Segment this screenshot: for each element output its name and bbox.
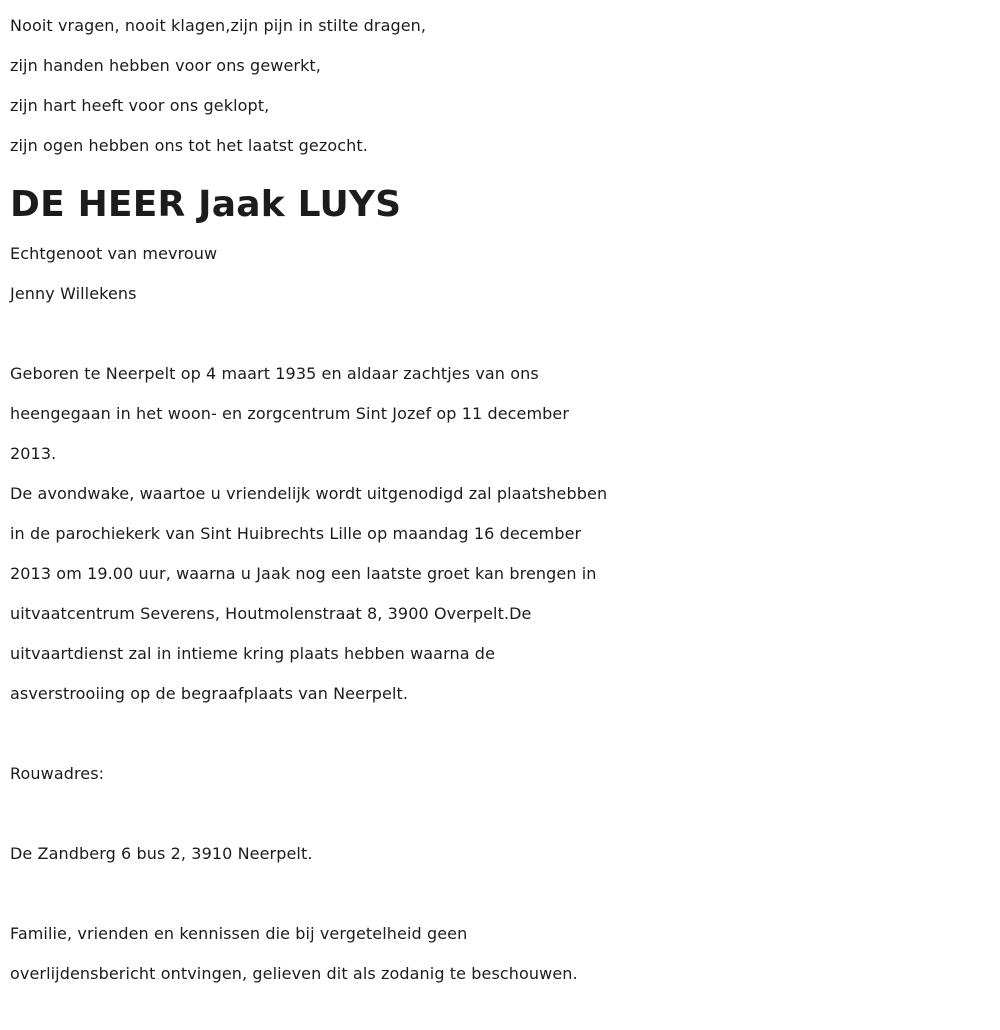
spouse-name: Jenny Willekens bbox=[10, 284, 137, 303]
body-line: 2013. bbox=[10, 444, 57, 463]
body-line: uitvaatcentrum Severens, Houtmolenstraat 8, 3900 Overpelt.De bbox=[10, 604, 532, 623]
birth-death-paragraph bbox=[10, 354, 995, 474]
poem-line: zijn ogen hebben ons tot het laatst gezocht. bbox=[10, 136, 368, 155]
body-line: asverstrooiing op de begraafplaats van Neerpelt. bbox=[10, 684, 409, 703]
poem bbox=[10, 6, 995, 166]
spacer bbox=[10, 874, 995, 914]
poem-line: zijn hart heeft voor ons geklopt, bbox=[10, 96, 270, 115]
body-line: in de parochiekerk van Sint Huibrechts Lille op maandag 16 december bbox=[10, 524, 582, 543]
deceased-name: DE HEER Jaak LUYS bbox=[10, 184, 402, 225]
spacer bbox=[10, 794, 995, 834]
spouse-line: Echtgenoot van mevrouw bbox=[10, 244, 218, 263]
body-line: uitvaartdienst zal in intieme kring plaats hebben waarna de bbox=[10, 644, 496, 663]
funeral-paragraph bbox=[10, 474, 995, 714]
spacer bbox=[10, 314, 995, 354]
body-line: 2013 om 19.00 uur, waarna u Jaak nog een laatste groet kan brengen in bbox=[10, 564, 597, 583]
closing-line: overlijdensbericht ontvingen, gelieven dit als zodanig te beschouwen. bbox=[10, 964, 578, 983]
address-label: Rouwadres: bbox=[10, 764, 105, 783]
body-line: De avondwake, waartoe u vriendelijk wordt uitgenodigd zal plaatshebben bbox=[10, 484, 608, 503]
closing-paragraph bbox=[10, 914, 995, 994]
poem-line: Nooit vragen, nooit klagen,zijn pijn in stilte dragen, bbox=[10, 16, 427, 35]
spacer bbox=[10, 714, 995, 754]
body-line: Geboren te Neerpelt op 4 maart 1935 en aldaar zachtjes van ons bbox=[10, 364, 539, 383]
address-value: De Zandberg 6 bus 2, 3910 Neerpelt. bbox=[10, 844, 313, 863]
body-line: heengegaan in het woon- en zorgcentrum Sint Jozef op 11 december bbox=[10, 404, 570, 423]
spouse-info bbox=[10, 234, 995, 314]
closing-line: Familie, vrienden en kennissen die bij vergetelheid geen bbox=[10, 924, 468, 943]
poem-line: zijn handen hebben voor ons gewerkt, bbox=[10, 56, 321, 75]
obituary-notice bbox=[10, 6, 995, 994]
